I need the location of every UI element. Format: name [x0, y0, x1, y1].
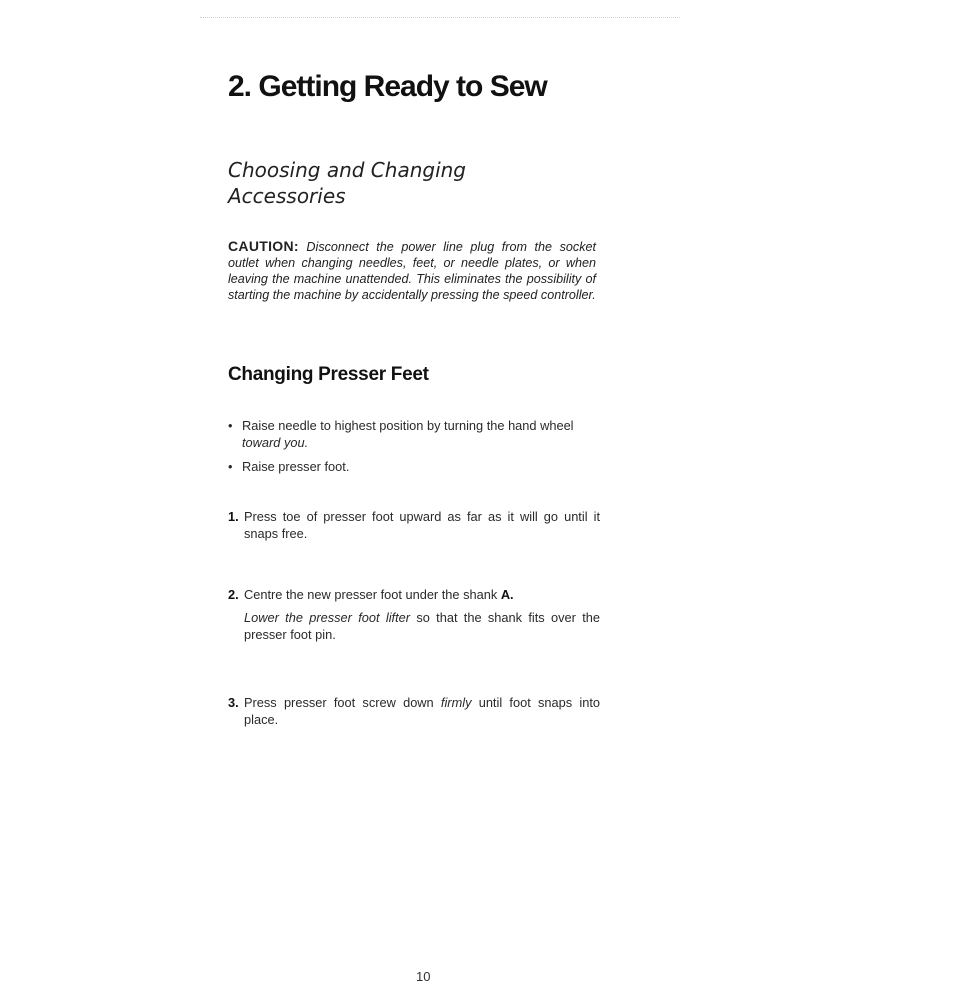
caution-text: Disconnect the power line plug from the socket outlet when changing needles, feet, or needle plates, or when leaving the machine unattended. This eliminates the possibility of starting the machine by accidentally pressing the speed controller.	[228, 240, 597, 302]
step-text: Press toe of presser foot upward as far as it will go until it snaps free.	[244, 509, 600, 541]
top-scan-rule	[200, 17, 680, 18]
step-1	[228, 508, 600, 542]
step-text-plain: Press presser foot screw down	[244, 695, 441, 710]
step-text	[228, 694, 600, 728]
step-number: 1.	[228, 509, 239, 524]
step-text-plain: until foot snaps into place.	[244, 695, 600, 727]
bullet-item-raise-foot	[228, 458, 596, 475]
step-text	[228, 586, 600, 603]
caution-notice	[228, 238, 596, 303]
shank-label: A.	[500, 587, 514, 602]
page-number: 10	[416, 969, 431, 984]
step-text-italic: firmly	[440, 695, 472, 710]
section-title-line-1: Choosing and Changing	[228, 158, 466, 182]
step-text-continuation	[228, 609, 600, 643]
subsection-title: Changing Presser Feet	[228, 364, 429, 385]
section-title-line-2: Accessories	[228, 184, 346, 208]
bullet-text-italic: toward you.	[242, 435, 309, 450]
bullet-text	[228, 417, 596, 451]
step-3	[228, 694, 600, 728]
chapter-title: 2. Getting Ready to Sew	[228, 70, 547, 103]
step-number: 2.	[228, 587, 239, 602]
step-text-plain: Centre the new presser foot under the shank	[244, 587, 501, 602]
step-number: 3.	[228, 695, 239, 710]
step-text-plain: so that the shank fits over the presser foot pin.	[244, 610, 600, 642]
bullet-text: Raise presser foot.	[242, 459, 350, 474]
bullet-text-plain: Raise needle to highest position by turning the hand wheel	[242, 418, 574, 433]
section-title	[228, 157, 528, 209]
step-2	[228, 586, 600, 643]
bullet-marker: •	[228, 459, 233, 474]
bullet-marker: •	[228, 418, 233, 433]
step-text-italic: Lower the presser foot lifter	[244, 610, 411, 625]
bullet-item-raise-needle	[228, 417, 596, 451]
caution-label: CAUTION:	[228, 238, 299, 254]
